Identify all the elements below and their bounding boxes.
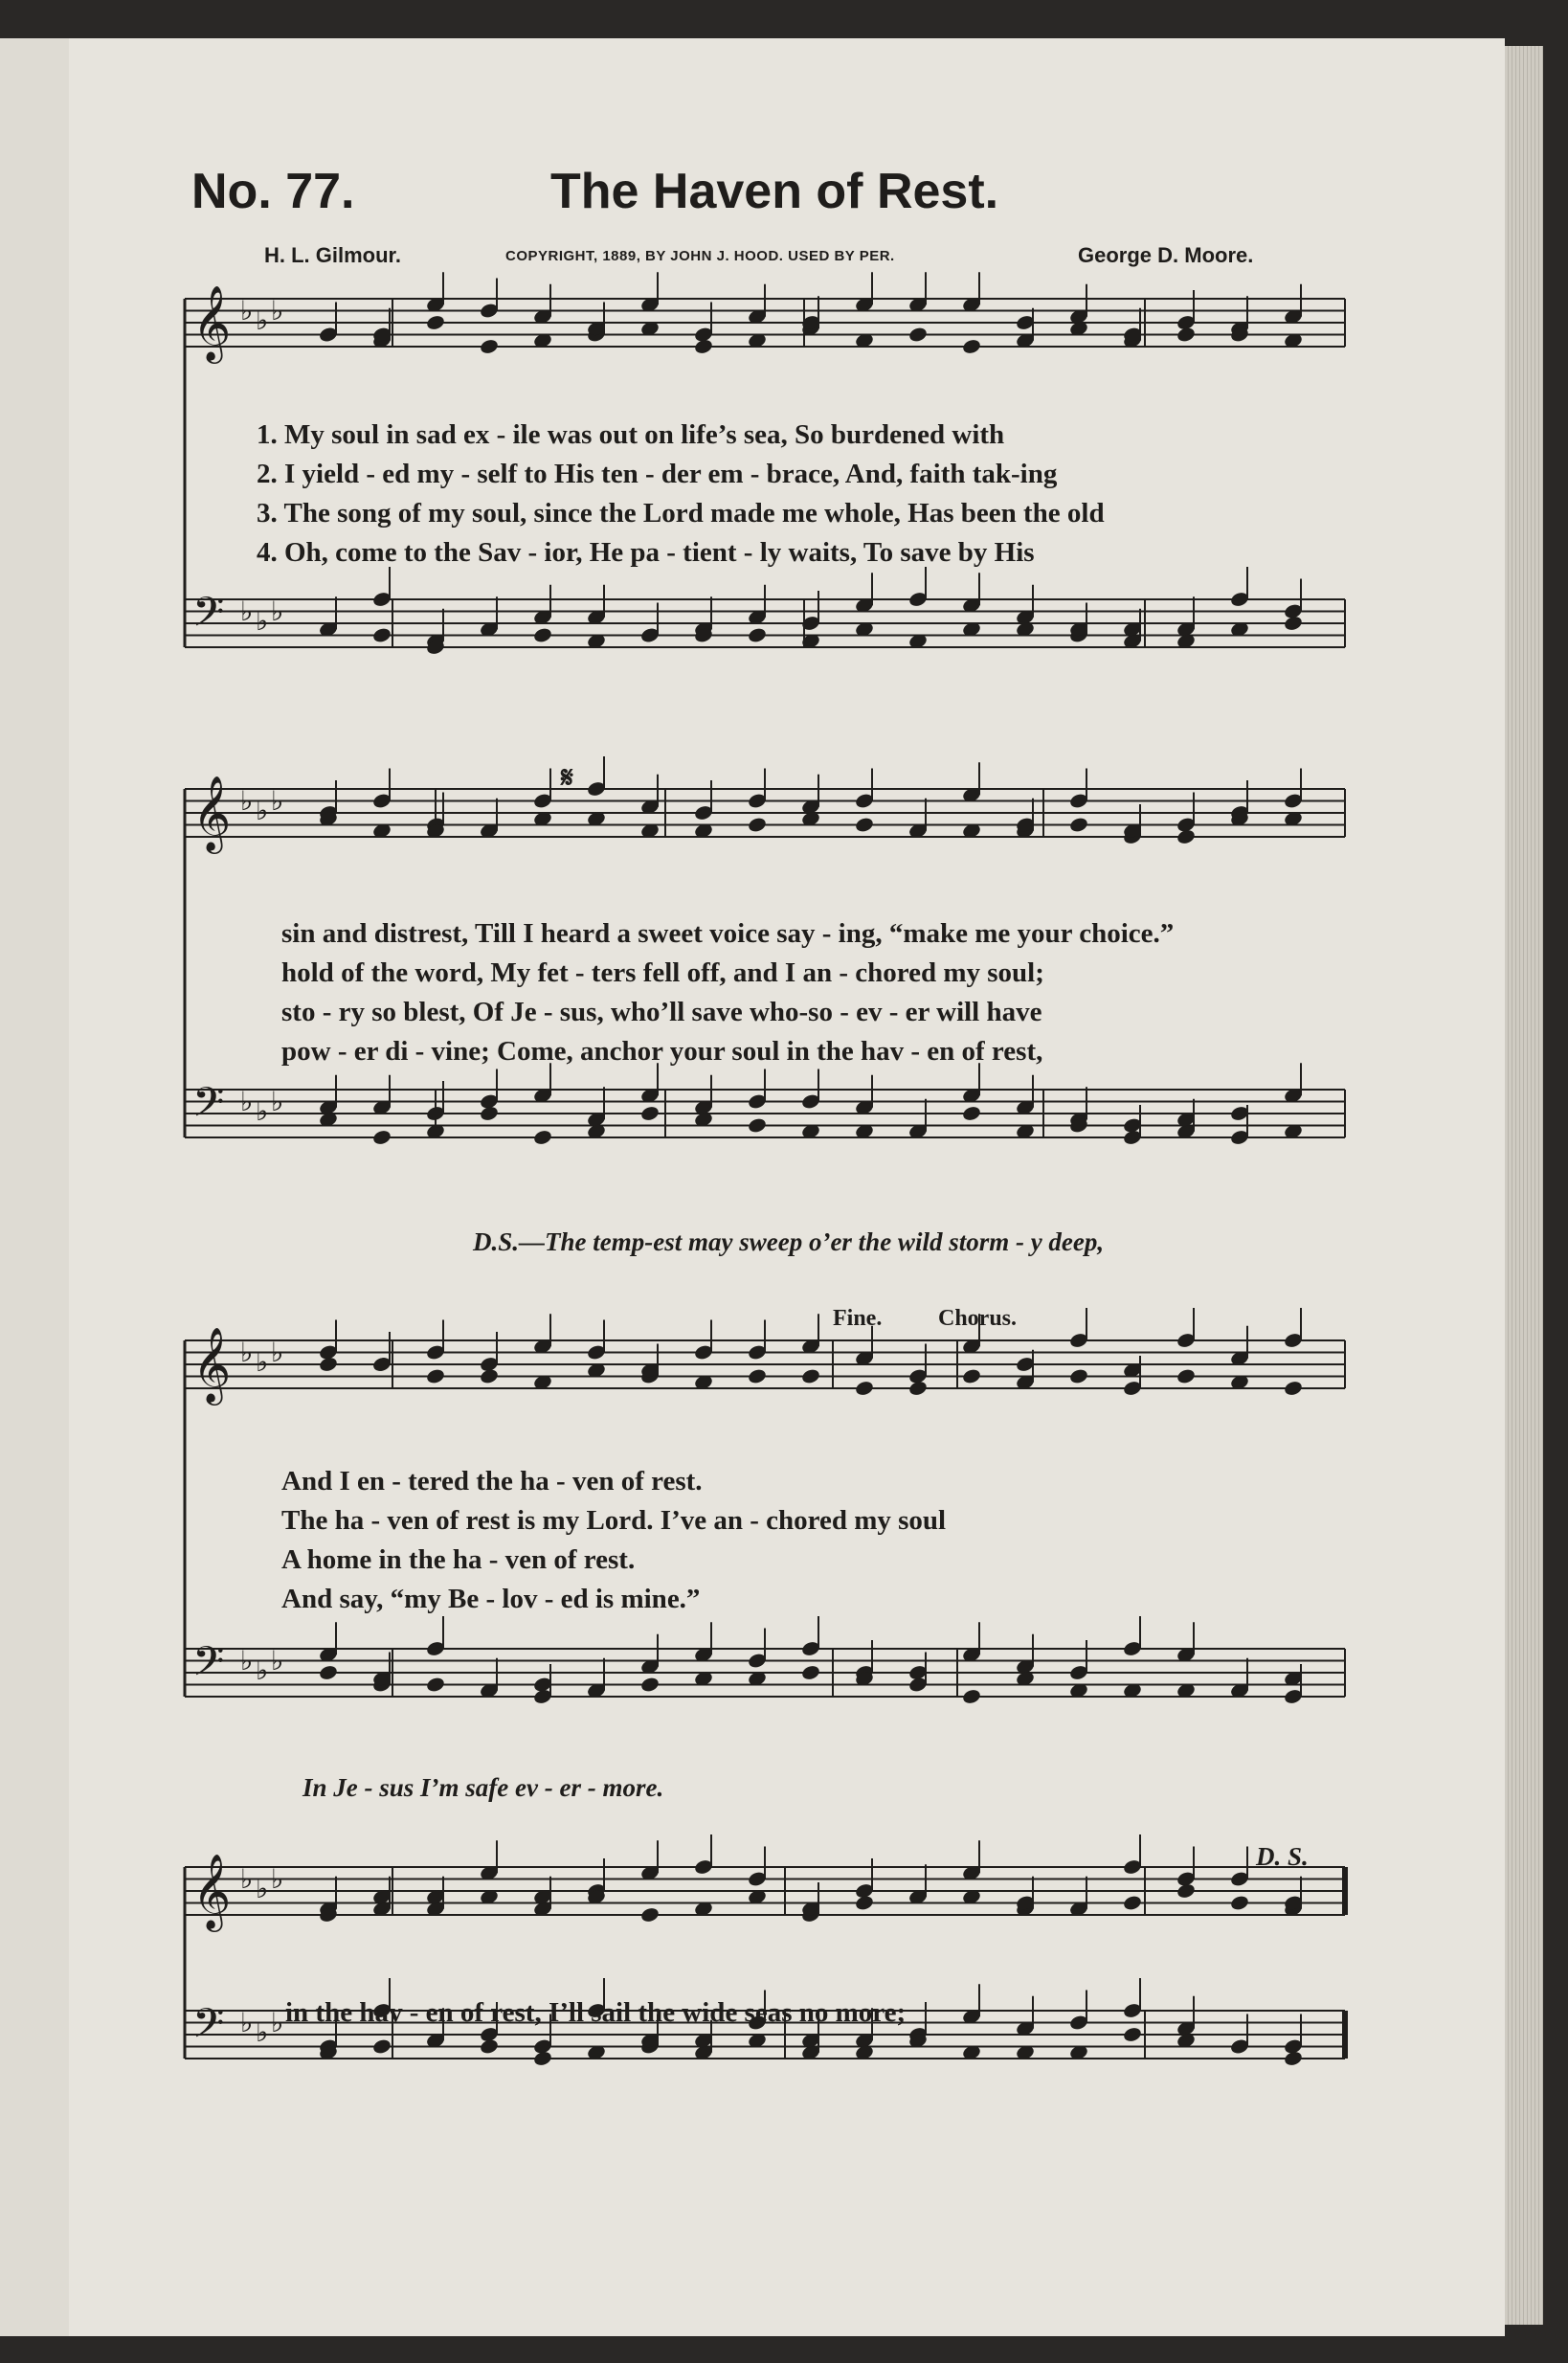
verse-block-2 bbox=[281, 914, 1174, 1071]
flat-sign-icon: ♭ bbox=[240, 1337, 254, 1368]
note-head bbox=[479, 1105, 499, 1122]
note-head bbox=[1176, 1882, 1196, 1900]
note-head bbox=[1283, 615, 1303, 632]
treble-clef-icon: 𝄞 bbox=[192, 776, 232, 851]
verse-line: A home in the ha - ven of rest. bbox=[281, 1544, 636, 1575]
treble-clef-icon: 𝄞 bbox=[192, 1854, 232, 1929]
verse-line: pow - er di - vine; Come, anchor your soul in the hav - en of rest, bbox=[281, 1036, 1043, 1067]
flat-sign-icon: ♭ bbox=[271, 295, 284, 326]
note-head bbox=[318, 1356, 338, 1373]
flat-sign-icon: ♭ bbox=[240, 1645, 254, 1677]
flat-sign-icon: ♭ bbox=[271, 1086, 284, 1117]
flat-sign-icon: ♭ bbox=[256, 605, 269, 637]
note-head bbox=[425, 314, 445, 331]
note-head bbox=[425, 1367, 445, 1384]
flat-sign-icon: ♭ bbox=[240, 785, 254, 817]
note-head bbox=[693, 338, 713, 355]
flat-sign-icon: ♭ bbox=[271, 596, 284, 627]
verse-block-1 bbox=[257, 416, 1105, 573]
note-head bbox=[800, 1664, 820, 1681]
note-head bbox=[371, 626, 392, 643]
hymn-title: The Haven of Rest. bbox=[550, 164, 999, 219]
verse-block-3 bbox=[281, 1462, 946, 1619]
note-head bbox=[532, 626, 552, 643]
note-head bbox=[532, 1129, 552, 1146]
note-head bbox=[747, 816, 767, 833]
copyright-notice: COPYRIGHT, 1889, BY JOHN J. HOOD. USED BY PER. bbox=[505, 248, 895, 264]
flat-sign-icon: ♭ bbox=[256, 1346, 269, 1378]
note-head bbox=[907, 1380, 928, 1397]
verse-line: And I en - tered the ha - ven of rest. bbox=[281, 1466, 703, 1497]
note-head bbox=[479, 338, 499, 355]
verse-line: sin and distrest, Till I heard a sweet voice say - ing, “make me your choice.” bbox=[281, 918, 1175, 949]
note-head bbox=[747, 1367, 767, 1384]
verse-line: 1. My soul in sad ex - ile was out on life’s sea, So burdened with bbox=[257, 419, 1005, 450]
treble-clef-icon: 𝄞 bbox=[192, 285, 232, 361]
note-head bbox=[639, 1906, 660, 1924]
bass-clef-icon: 𝄢 bbox=[192, 1079, 225, 1136]
verse-line: 4. Oh, come to the Sav - ior, He pa - tient - ly waits, To save by His bbox=[257, 537, 1035, 568]
note-head bbox=[479, 2037, 499, 2055]
verse-line: hold of the word, My fet - ters fell off, and I an - chored my soul; bbox=[281, 957, 1044, 988]
note-head bbox=[854, 816, 874, 833]
composer-credit: George D. Moore. bbox=[1078, 243, 1254, 267]
flat-sign-icon: ♭ bbox=[240, 1086, 254, 1117]
hymn-number: No. 77. bbox=[191, 164, 355, 219]
note-head bbox=[532, 2050, 552, 2067]
da-segno-text: D.S.—The temp-est may sweep o’er the wild storm - y deep, bbox=[473, 1227, 1105, 1256]
flat-sign-icon: ♭ bbox=[256, 1873, 269, 1904]
verse-line: The ha - ven of rest is my Lord. I’ve an - chored my soul bbox=[281, 1505, 947, 1536]
note-head bbox=[1176, 1367, 1196, 1384]
flat-sign-icon: ♭ bbox=[240, 2007, 254, 2038]
note-head bbox=[1068, 1367, 1088, 1384]
note-head bbox=[854, 1894, 874, 1911]
da-segno-marking: D. S. bbox=[1256, 1842, 1309, 1871]
flat-sign-icon: ♭ bbox=[256, 1095, 269, 1127]
note-head bbox=[1229, 1894, 1249, 1911]
flat-sign-icon: ♭ bbox=[271, 1337, 284, 1368]
note-head bbox=[747, 626, 767, 643]
flat-sign-icon: ♭ bbox=[271, 1645, 284, 1677]
note-head bbox=[425, 1676, 445, 1693]
flat-sign-icon: ♭ bbox=[256, 304, 269, 336]
verse-line: sto - ry so blest, Of Je - sus, who’ll save who-so - ev - er will have bbox=[281, 997, 1042, 1027]
verse-line: And say, “my Be - lov - ed is mine.” bbox=[281, 1584, 701, 1614]
segno-icon: 𝄋 bbox=[561, 762, 573, 794]
flat-sign-icon: ♭ bbox=[240, 596, 254, 627]
note-head bbox=[961, 338, 981, 355]
flat-sign-icon: ♭ bbox=[271, 2007, 284, 2038]
note-head bbox=[1122, 1894, 1142, 1911]
note-head bbox=[747, 1116, 767, 1134]
bass-clef-icon: 𝄢 bbox=[192, 2000, 225, 2058]
note-head bbox=[371, 2037, 392, 2055]
flat-sign-icon: ♭ bbox=[240, 1863, 254, 1895]
fine-marking: Fine. bbox=[833, 1306, 883, 1331]
chorus-bass-text: In Je - sus I’m safe ev - er - more. bbox=[302, 1773, 664, 1802]
verse-block-4 bbox=[285, 1993, 906, 2033]
note-head bbox=[854, 1380, 874, 1397]
note-head bbox=[800, 1367, 820, 1384]
flat-sign-icon: ♭ bbox=[256, 795, 269, 826]
note-head bbox=[318, 1664, 338, 1681]
note-head bbox=[1176, 828, 1196, 845]
bass-clef-icon: 𝄢 bbox=[192, 589, 225, 646]
note-head bbox=[639, 1676, 660, 1693]
note-head bbox=[907, 326, 928, 343]
note-head bbox=[961, 1688, 981, 1705]
chorus-marking: Chorus. bbox=[938, 1306, 1018, 1331]
flat-sign-icon: ♭ bbox=[271, 785, 284, 817]
note-head bbox=[1122, 2026, 1142, 2043]
flat-sign-icon: ♭ bbox=[271, 1863, 284, 1895]
note-head bbox=[1176, 326, 1196, 343]
note-head bbox=[961, 1367, 981, 1384]
treble-clef-icon: 𝄞 bbox=[192, 1327, 232, 1403]
note-head bbox=[1068, 816, 1088, 833]
verse-line: in the hav - en of rest, I’ll sail the wide seas no more; bbox=[285, 1997, 907, 2028]
note-head bbox=[371, 1129, 392, 1146]
bass-clef-icon: 𝄢 bbox=[192, 1638, 225, 1696]
flat-sign-icon: ♭ bbox=[256, 2016, 269, 2048]
note-head bbox=[1283, 2050, 1303, 2067]
note-head bbox=[961, 1105, 981, 1122]
lyricist-credit: H. L. Gilmour. bbox=[264, 243, 402, 267]
note-head bbox=[639, 1105, 660, 1122]
note-head bbox=[479, 1367, 499, 1384]
verse-line: 2. I yield - ed my - self to His ten - der em - brace, And, faith tak-ing bbox=[257, 459, 1058, 489]
flat-sign-icon: ♭ bbox=[256, 1654, 269, 1686]
verse-line: 3. The song of my soul, since the Lord made me whole, Has been the old bbox=[257, 498, 1105, 529]
note-head bbox=[1283, 1380, 1303, 1397]
flat-sign-icon: ♭ bbox=[240, 295, 254, 326]
